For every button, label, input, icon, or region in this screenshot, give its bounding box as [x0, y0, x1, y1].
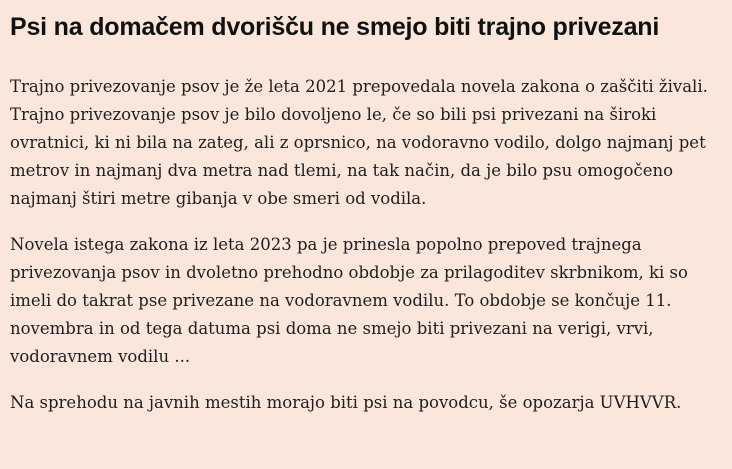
article: [10, 0, 726, 417]
article-paragraph-2: Novela istega zakona iz leta 2023 pa je prinesla popolno prepoved trajnega privezovanja psov in dvoletno prehodno obdobje za prilagoditev skrbnikom, ki so imeli do takrat pse privezane na vodoravnem vodilu. To obdobje se končuje 11. novembra in od tega datuma psi doma ne smejo biti privezani na verigi, vrvi, vodoravnem vodilu ...: [10, 235, 688, 366]
article-headline: Psi na domačem dvorišču ne smejo biti trajno privezani: [10, 13, 660, 41]
article-paragraph-3: Na sprehodu na javnih mestih morajo biti psi na povodcu, še opozarja UVHVVR.: [10, 393, 682, 412]
article-paragraph-1: Trajno privezovanje psov je že leta 2021 prepovedala novela zakona o zaščiti živali. Trajno privezovanje psov je bilo dovoljeno le, če so bili psi privezani na široki ovratnici, ki ni bila na zateg, ali z oprsnico, na vodoravno vodilo, dolgo najmanj pet metrov in najmanj dva metra nad tlemi, na tak način, da je bilo psu omogočeno najmanj štiri metre gibanja v obe smeri od vodila.: [10, 77, 708, 208]
